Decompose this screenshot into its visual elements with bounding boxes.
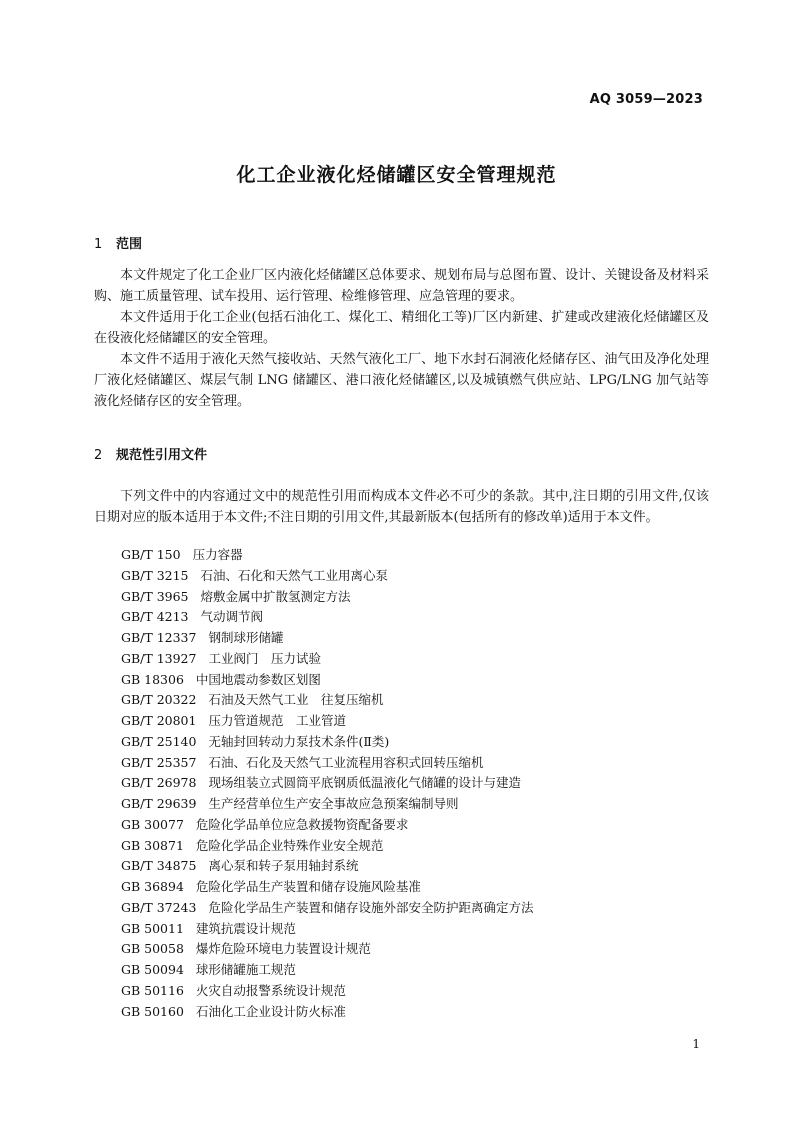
reference-code: GB 30077: [121, 816, 184, 832]
scope-text: [94, 265, 709, 412]
reference-title: 火灾自动报警系统设计规范: [195, 982, 346, 998]
reference-item: [121, 877, 533, 898]
reference-item: [121, 670, 533, 691]
paragraph: 本文件规定了化工企业厂区内液化烃储罐区总体要求、规划布局与总图布置、设计、关键设备及材料采购、施工质量管理、试车投用、运行管理、检维修管理、应急管理的要求。: [94, 268, 709, 304]
paragraph: 下列文件中的内容通过文中的规范性引用而构成本文件必不可少的条款。其中,注日期的引用文件,仅该日期对应的版本适用于本文件;不注日期的引用文件,其最新版本(包括所有的修改单)适用于本文件。: [94, 489, 709, 525]
reference-item: [121, 919, 533, 940]
reference-item: [121, 690, 533, 711]
reference-title: 爆炸危险环境电力装置设计规范: [195, 941, 371, 957]
reference-title: 无轴封回转动力泵技术条件(Ⅱ类): [208, 733, 390, 749]
reference-code: GB/T 25357: [121, 754, 197, 770]
reference-code: GB 50011: [121, 920, 184, 936]
reference-code: GB 50116: [121, 982, 184, 998]
reference-item: [121, 711, 533, 732]
paragraph: 本文件适用于化工企业(包括石油化工、煤化工、精细化工等)厂区内新建、扩建或改建液化烃储罐区及在役液化烃储罐区的安全管理。: [94, 310, 709, 346]
document-code: AQ 3059—2023: [589, 92, 703, 107]
reference-title: 建筑抗震设计规范: [195, 920, 296, 936]
reference-title: 熔敷金属中扩散氢测定方法: [200, 588, 351, 604]
reference-item: [121, 607, 533, 628]
reference-title: 离心泵和转子泵用轴封系统: [208, 858, 359, 874]
reference-code: GB/T 20801: [121, 713, 197, 728]
reference-title: 危险化学品单位应急救援物资配备要求: [195, 816, 409, 832]
reference-code: GB 50094: [121, 962, 184, 977]
section-1-heading: [94, 233, 142, 252]
reference-item: [121, 628, 533, 649]
reference-item: [121, 981, 533, 1002]
page-title: 化工企业液化烃储罐区安全管理规范: [236, 164, 557, 186]
reference-item: [121, 773, 533, 794]
reference-item: [121, 753, 533, 774]
reference-title: 危险化学品生产装置和储存设施外部安全防护距离确定方法: [208, 899, 534, 915]
reference-title: 钢制球形储罐: [208, 630, 284, 645]
reference-item: [121, 566, 533, 587]
reference-item: [121, 545, 533, 566]
reference-code: GB/T 13927: [121, 650, 197, 666]
section-title: 规范性引用文件: [116, 448, 208, 463]
reference-code: GB 50160: [121, 1003, 184, 1019]
reference-code: GB/T 34875: [121, 858, 197, 874]
reference-item: [121, 732, 533, 753]
reference-code: GB/T 25140: [121, 733, 197, 749]
reference-item: [121, 836, 533, 857]
reference-item: [121, 856, 533, 877]
section-2-heading: [94, 444, 207, 463]
reference-title: 压力管道规范 工业管道: [208, 713, 346, 728]
reference-title: 危险化学品企业特殊作业安全规范: [195, 837, 384, 853]
reference-item: [121, 587, 533, 608]
reference-title: 石油化工企业设计防火标准: [195, 1003, 346, 1019]
reference-item: [121, 960, 533, 981]
reference-title: 生产经营单位生产安全事故应急预案编制导则: [208, 796, 459, 811]
reference-code: GB 30871: [121, 837, 184, 853]
reference-title: 现场组装立式圆筒平底钢质低温液化气储罐的设计与建造: [208, 775, 521, 791]
reference-code: GB/T 29639: [121, 796, 197, 811]
reference-title: 石油及天然气工业 往复压缩机: [208, 692, 384, 708]
reference-item: [121, 898, 533, 919]
reference-item: [121, 649, 533, 670]
reference-title: 危险化学品生产装置和储存设施风险基准: [195, 879, 421, 894]
reference-code: GB/T 37243: [121, 899, 197, 915]
reference-item: [121, 794, 533, 815]
section-title: 范围: [116, 237, 143, 252]
reference-item: [121, 815, 533, 836]
section-number: 1: [94, 237, 103, 252]
reference-title: 石油、石化和天然气工业用离心泵: [200, 567, 389, 583]
reference-title: 工业阀门 压力试验: [208, 650, 321, 666]
reference-code: GB/T 3965: [121, 588, 189, 604]
reference-code: GB/T 26978: [121, 775, 197, 791]
reference-code: GB/T 20322: [121, 692, 197, 708]
reference-title: 气动调节阀: [200, 609, 264, 625]
reference-code: GB 50058: [121, 941, 184, 957]
reference-title: 中国地震动参数区划图: [195, 671, 321, 687]
section-number: 2: [94, 448, 103, 463]
reference-item: [121, 939, 533, 960]
reference-code: GB/T 3215: [121, 567, 189, 583]
reference-title: 球形储罐施工规范: [195, 962, 296, 977]
reference-title: 石油、石化及天然气工业流程用容积式回转压缩机: [208, 754, 484, 770]
reference-code: GB/T 4213: [121, 609, 189, 625]
reference-code: GB/T 12337: [121, 630, 197, 645]
reference-code: GB 36894: [121, 879, 184, 894]
page-number: 1: [692, 1037, 700, 1051]
reference-code: GB 18306: [121, 671, 184, 687]
reference-code: GB/T 150: [121, 547, 181, 562]
reference-title: 压力容器: [192, 547, 243, 562]
paragraph: 本文件不适用于液化天然气接收站、天然气液化工厂、地下水封石洞液化烃储存区、油气田及净化处理厂液化烃储罐区、煤层气制 LNG 储罐区、港口液化烃储罐区,以及城镇燃气供应站、LPG/LNG 加气站等液化烃储存区的安全管理。: [94, 352, 709, 409]
references-intro: [94, 486, 709, 528]
reference-list: [121, 545, 533, 1022]
reference-item: [121, 1002, 533, 1023]
